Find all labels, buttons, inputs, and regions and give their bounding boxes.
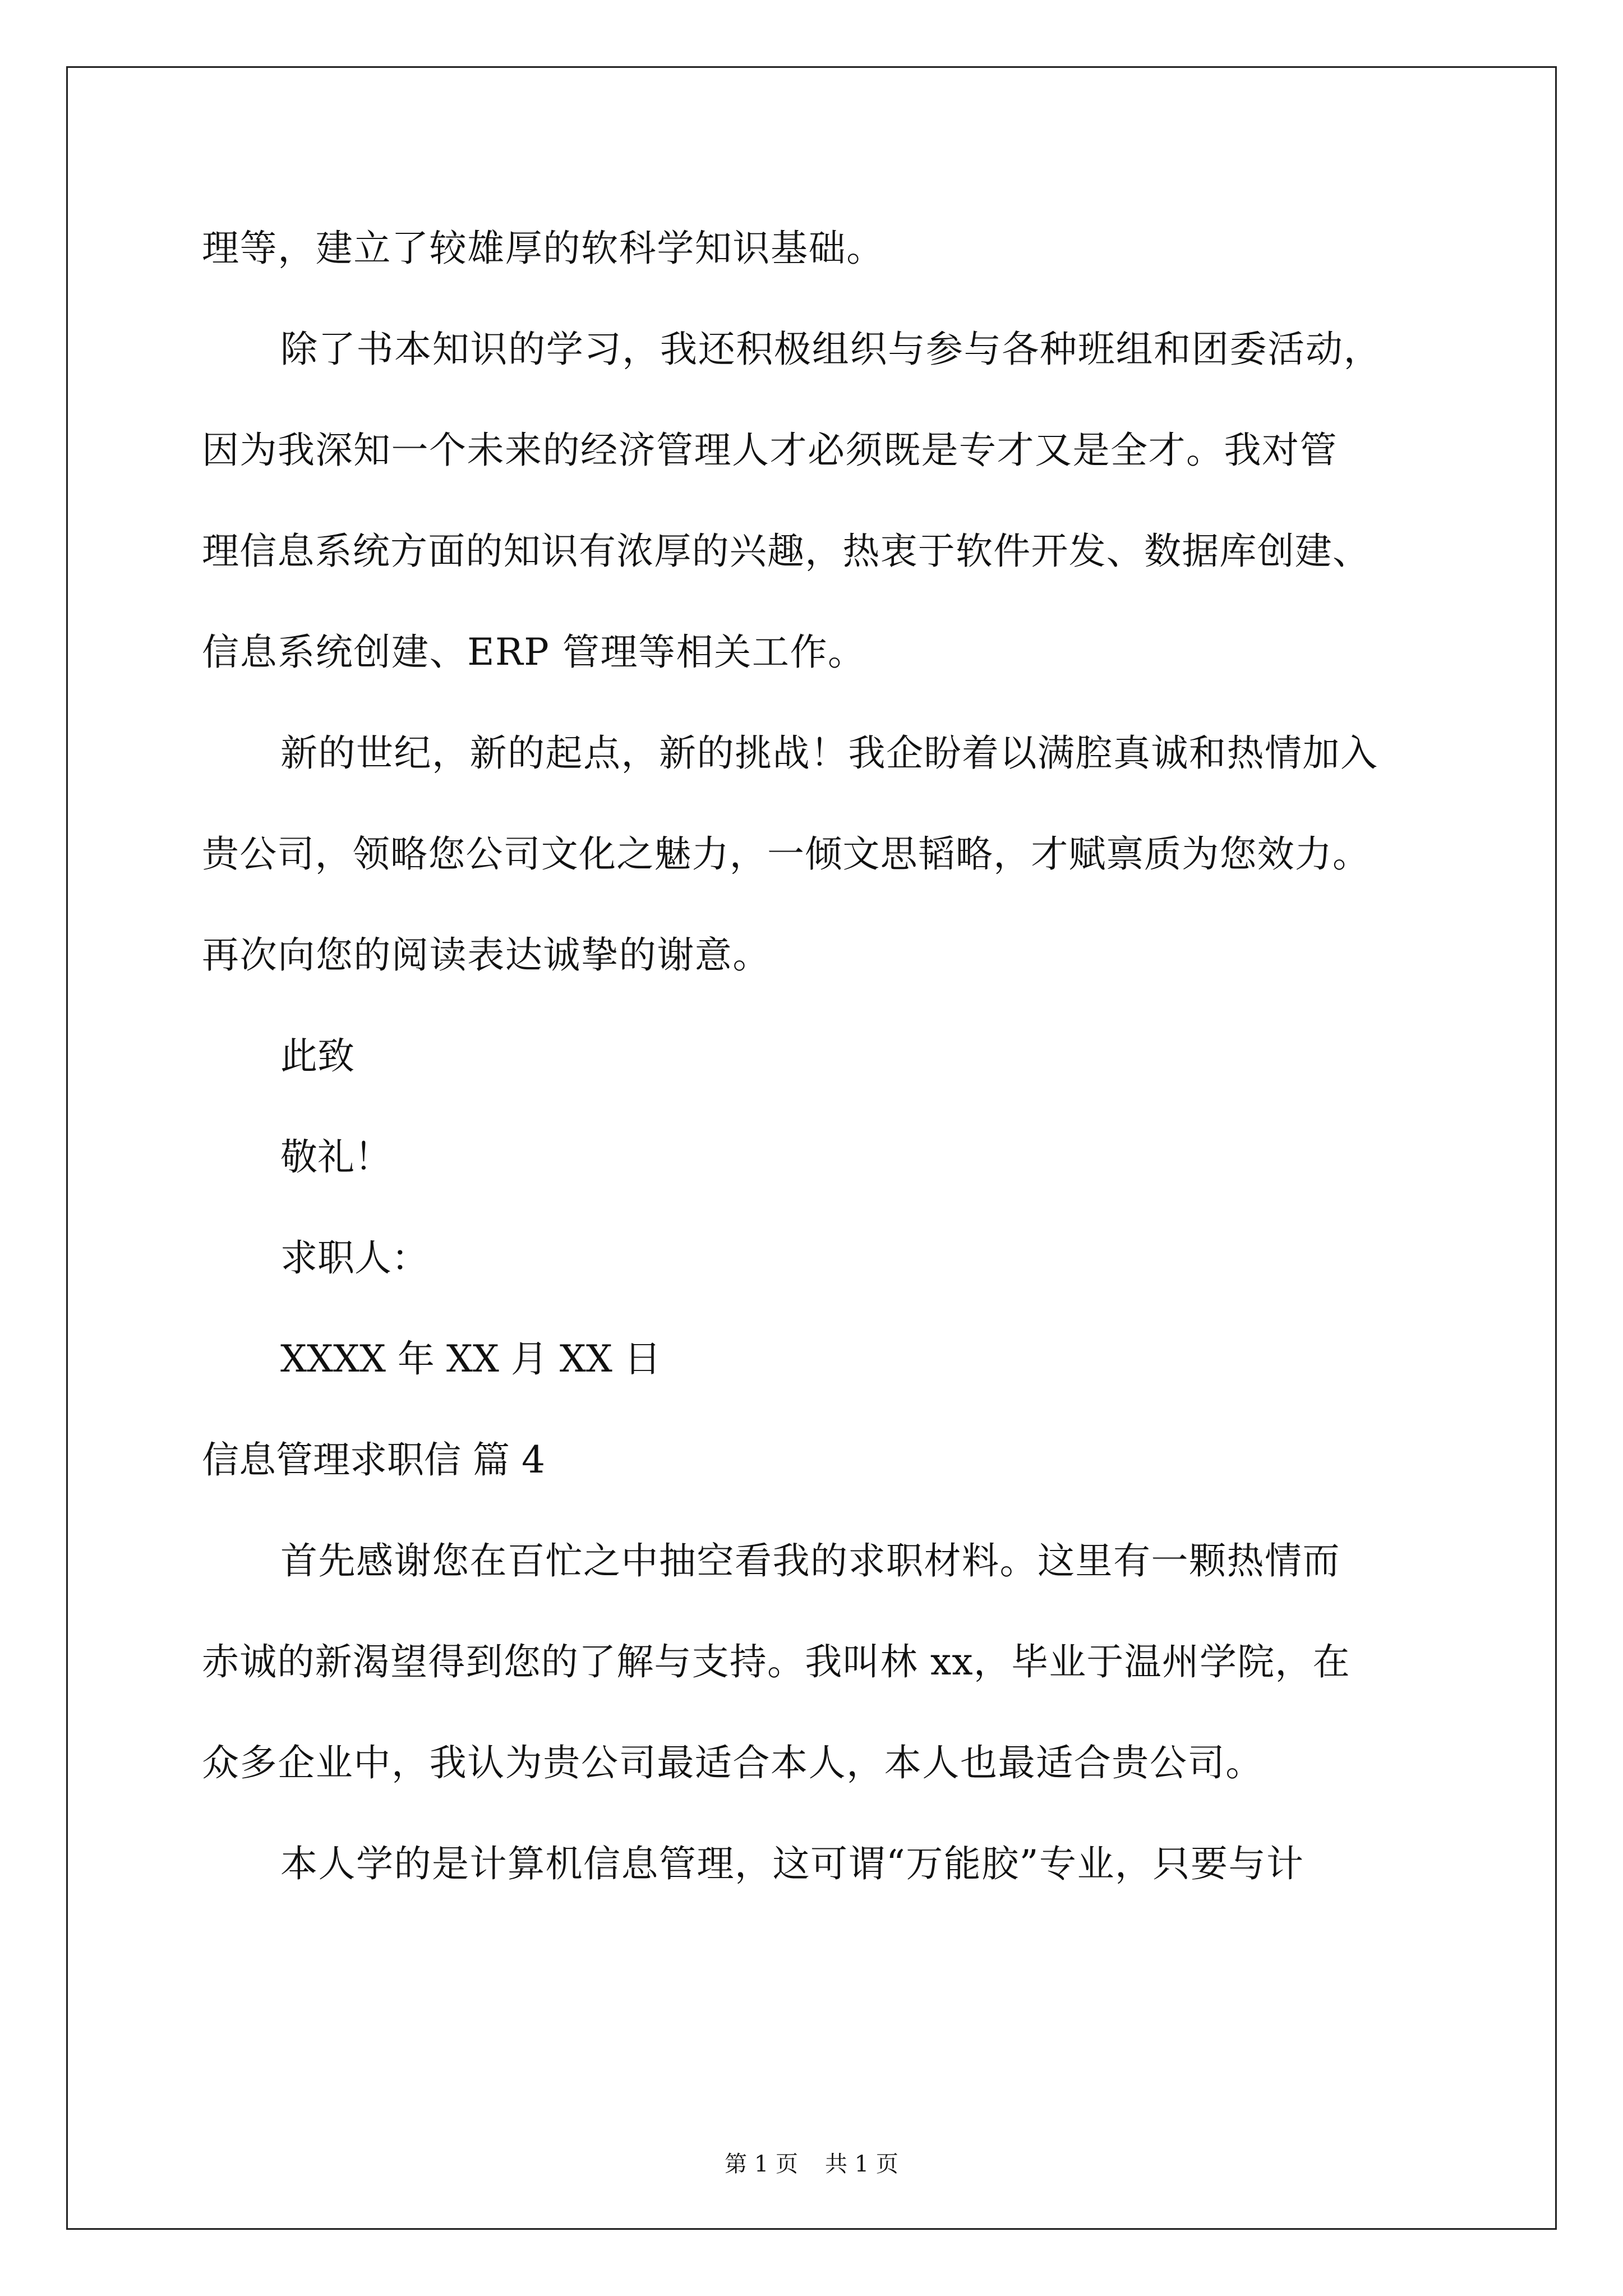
- page-number: 第 1 页: [725, 2151, 798, 2177]
- paragraph-line: 首先感谢您在百忙之中抽空看我的求职材料。这里有一颗热情而: [280, 1539, 1340, 1582]
- closing-salutation: 此致: [280, 1034, 354, 1078]
- paragraph-line: 因为我深知一个未来的经济管理人才必须既是专才又是全才。我对管: [202, 429, 1338, 472]
- paragraph-line: 众多企业中，我认为贵公司最适合本人，本人也最适合贵公司。: [202, 1741, 1264, 1784]
- paragraph-line: 本人学的是计算机信息管理，这可谓“万能胶”专业，只要与计: [280, 1842, 1304, 1885]
- paragraph-line: 赤诚的新渴望得到您的了解与支持。我叫林 xx，毕业于温州学院，在: [202, 1640, 1350, 1683]
- paragraph-line: 贵公司，领略您公司文化之魅力，一倾文思韬略，才赋禀质为您效力。: [202, 832, 1371, 876]
- page-total: 共 1 页: [825, 2151, 898, 2177]
- paragraph-line: 理等，建立了较雄厚的软科学知识基础。: [202, 227, 884, 270]
- paragraph-line: 新的世纪，新的起点，新的挑战！我企盼着以满腔真诚和热情加入: [280, 731, 1378, 775]
- page-footer: [0, 2153, 1623, 2175]
- letter-date: XXXX 年 XX 月 XX 日: [280, 1337, 661, 1381]
- paragraph-line: 除了书本知识的学习，我还积极组织与参与各种班组和团委活动，: [280, 328, 1382, 371]
- paragraph-line: 信息系统创建、ERP 管理等相关工作。: [202, 631, 866, 674]
- paragraph-line: 再次向您的阅读表达诚挚的谢意。: [202, 933, 771, 977]
- closing-regards: 敬礼！: [280, 1135, 391, 1179]
- paragraph-line: 理信息系统方面的知识有浓厚的兴趣，热衷于软件开发、数据库创建、: [202, 530, 1371, 573]
- applicant-label: 求职人：: [280, 1236, 428, 1280]
- section-heading: 信息管理求职信 篇 4: [202, 1438, 545, 1481]
